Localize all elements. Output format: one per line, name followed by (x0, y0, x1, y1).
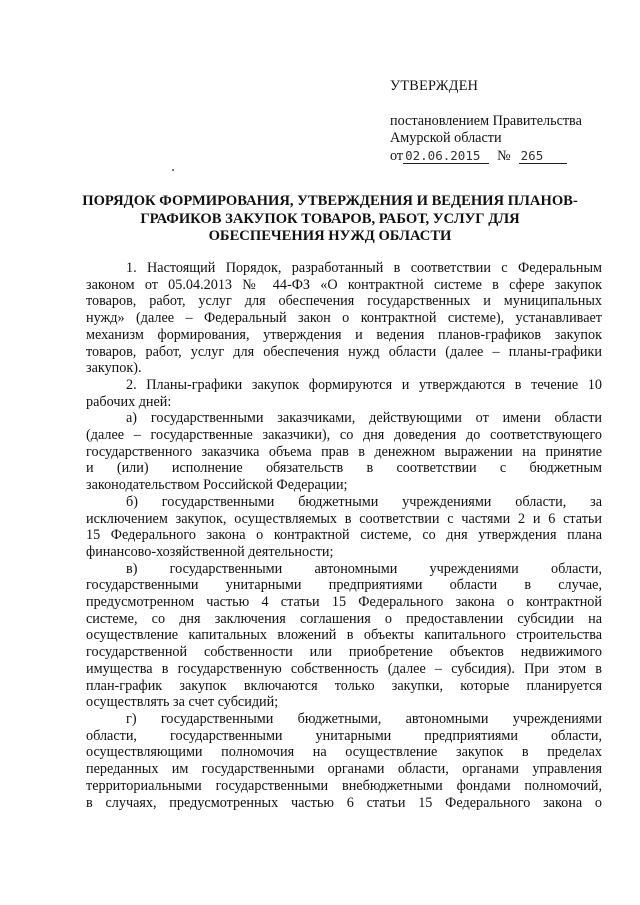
text-line: законом от 05.04.2013 № 44-ФЗ «О контрактной системе в сфере закупок (86, 276, 602, 293)
text-line: области, государственными унитарными предприятиями области, (86, 727, 602, 744)
text-line: осуществлять за счет субсидий; (86, 694, 279, 711)
document-title (60, 193, 600, 246)
text-line: переданных им государственными органами области, органами управления (86, 761, 602, 778)
document-body (86, 260, 602, 811)
text-line: 1. Настоящий Порядок, разработанный в соответствии с Федеральным (126, 260, 602, 276)
text-line: осуществление капитальных вложений в объекты капитального строительства (86, 627, 602, 644)
approval-line-1: постановлением Правительства (390, 112, 582, 129)
paragraph-p1 (86, 260, 602, 377)
title-line: ГРАФИКОВ ЗАКУПОК ТОВАРОВ, РАБОТ, УСЛУГ ДЛЯ (140, 210, 520, 227)
text-line: товаров, работ, услуг для обеспечения нужд области (далее – планы-графики (86, 343, 602, 360)
text-line: территориальными государственными внебюджетными фондами полномочий, (86, 777, 602, 794)
text-line: законодательством Российской Федерации; (86, 477, 348, 494)
text-line: закупок). (86, 360, 142, 377)
text-line: г) государственными бюджетными, автономными учреждениями (126, 710, 602, 727)
text-line: б) государственными бюджетными учреждениями области, за (126, 493, 602, 510)
text-line: рабочих дней: (86, 393, 172, 410)
text-line: в случаях, предусмотренных частью 6 статьи 15 Федерального закона о (86, 794, 602, 811)
approval-block (390, 78, 620, 165)
paragraph-pv (86, 561, 602, 711)
approval-number: 265 (519, 149, 567, 164)
text-line: исключением закупок, осуществляемых в соответствии с частями 2 и 6 статьи (86, 510, 602, 527)
paragraph-p2 (86, 377, 602, 410)
paragraph-pa (86, 410, 602, 494)
text-line: государственными унитарными предприятиями области в случае, (86, 577, 602, 594)
scan-speck (172, 169, 174, 171)
text-line: механизм формирования, утверждения и ведения планов-графиков закупок (86, 326, 602, 343)
text-line: 15 Федерального закона о контрактной системе, со дня утверждения плана (86, 527, 602, 544)
approval-date-number-line (390, 148, 620, 166)
text-line: финансово-хозяйственной деятельности; (86, 543, 334, 560)
text-line: а) государственными заказчиками, действующими от имени области (126, 410, 602, 427)
text-line: 2. Планы-графики закупок формируются и утверждаются в течение 10 (126, 376, 602, 393)
text-line: государственного заказчика объема прав в денежном выражении на принятие (86, 443, 602, 460)
number-sign: № (497, 147, 511, 164)
text-line: имущества в государственную собственность (далее – субсидия). При этом в (86, 660, 602, 677)
date-prefix: от (390, 147, 404, 164)
approval-line-2: Амурской области (390, 130, 502, 146)
text-line: и (или) исполнение обязательств в соответствии с бюджетным (86, 460, 602, 477)
text-line: системе, со дня заключения соглашения о предоставлении субсидии на (86, 610, 602, 627)
title-line: ПОРЯДОК ФОРМИРОВАНИЯ, УТВЕРЖДЕНИЯ И ВЕДЕНИЯ ПЛАНОВ- (82, 193, 578, 209)
paragraph-pg (86, 711, 602, 811)
text-line: план-график закупок включаются только закупки, которые планируется (86, 677, 602, 694)
text-line: (далее – государственные заказчики), со дня доведения до соответствующего (86, 427, 602, 444)
title-line: ОБЕСПЕЧЕНИЯ НУЖД ОБЛАСТИ (208, 228, 452, 244)
approval-heading: УТВЕРЖДЕН (390, 78, 479, 94)
text-line: в) государственными автономными учреждениями области, (126, 560, 602, 577)
text-line: товаров, работ, услуг для обеспечения государственных и муниципальных (86, 293, 602, 310)
approval-date: 02.06.2015 (403, 149, 489, 164)
text-line: государственной собственности или приобретение объектов недвижимого (86, 644, 602, 661)
paragraph-pb (86, 494, 602, 561)
text-line: осуществляющими полномочия на осуществление закупок в пределах (86, 744, 602, 761)
text-line: нужд» (далее – Федеральный закон о контрактной системе), устанавливает (86, 310, 602, 327)
text-line: предусмотренном частью 4 статьи 15 Федерального закона о контрактной (86, 594, 602, 611)
